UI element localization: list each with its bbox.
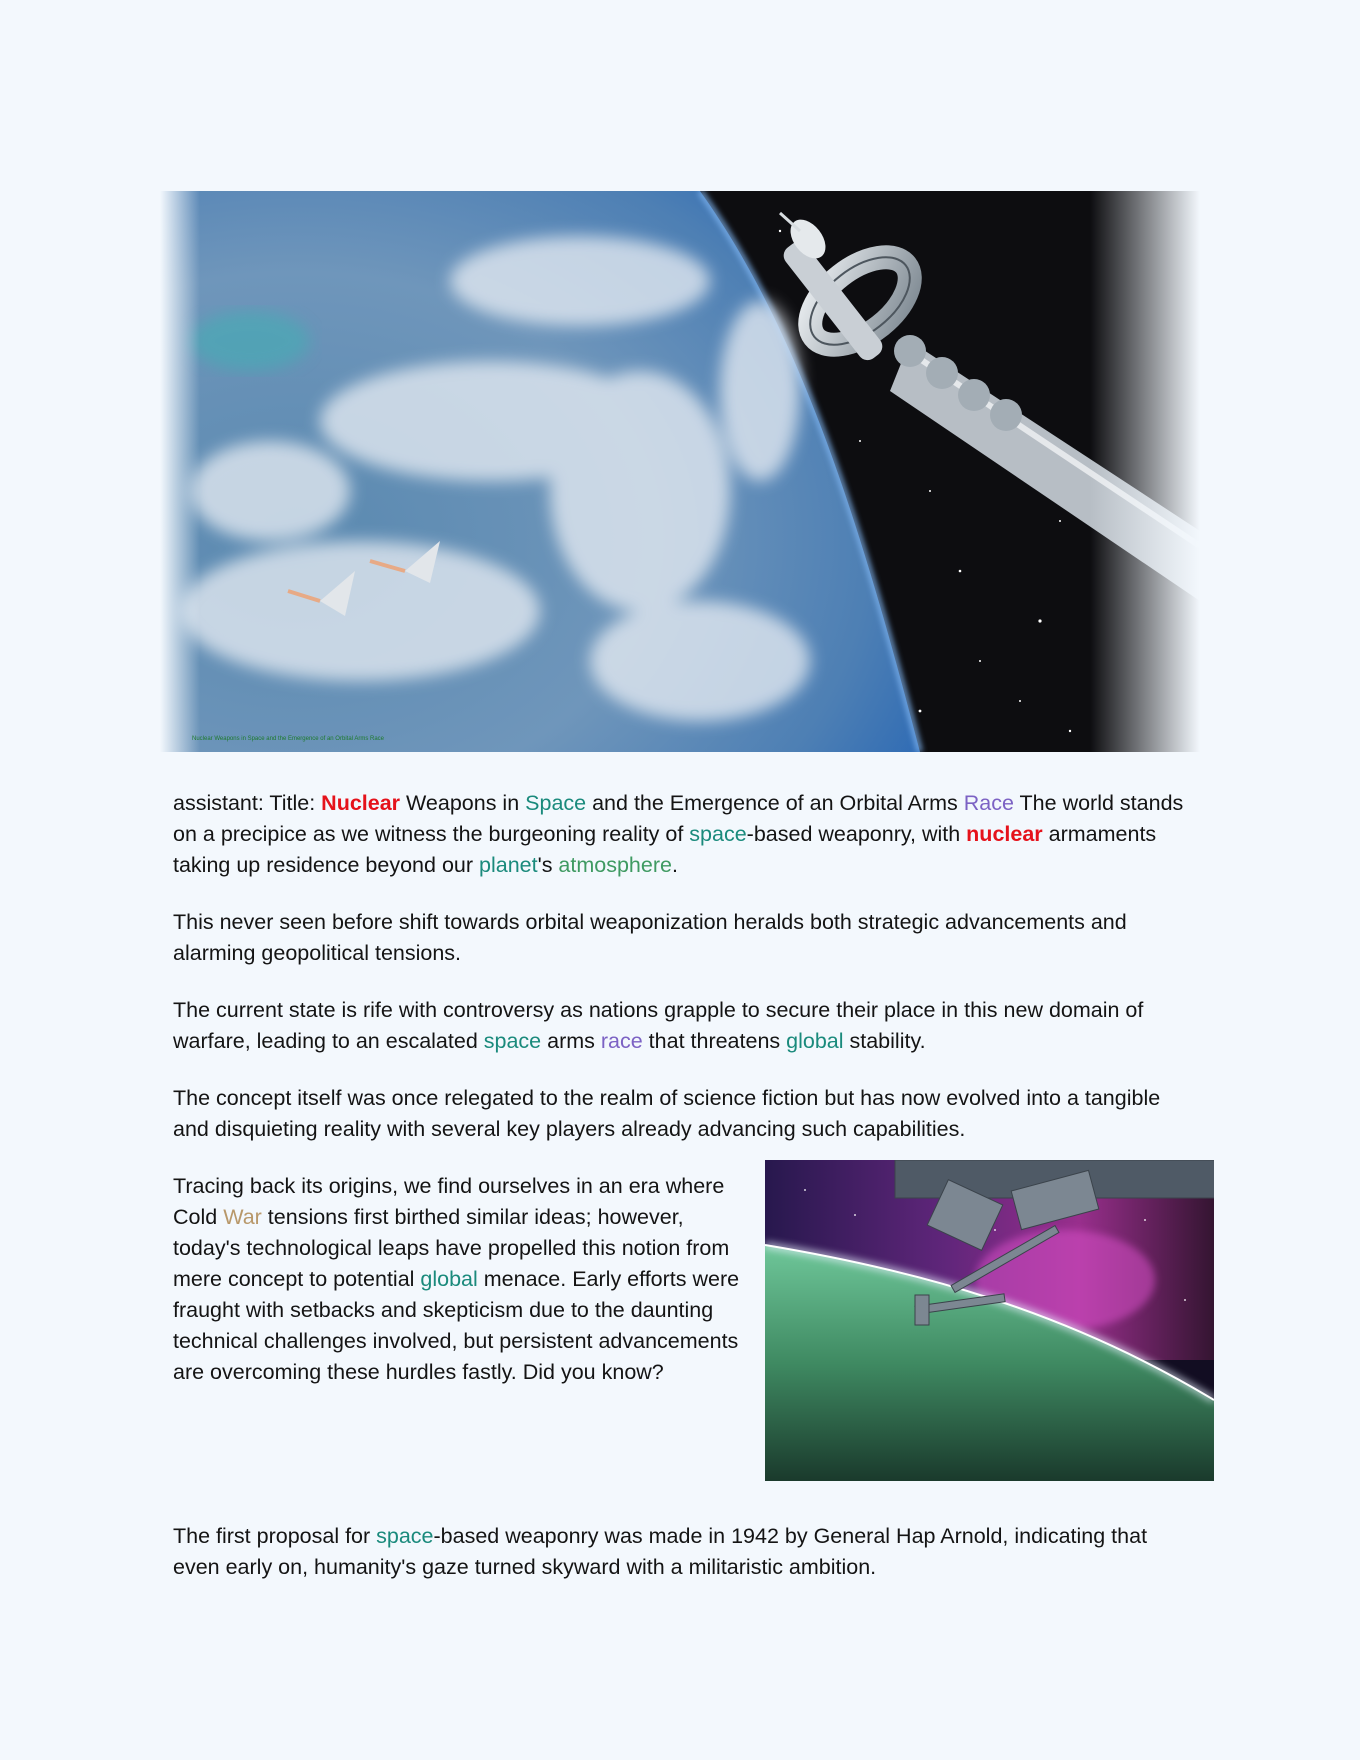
- text-run: assistant: Title:: [173, 791, 322, 815]
- keyword-space: space: [483, 1029, 542, 1053]
- text-run: arms: [541, 1029, 601, 1053]
- keyword-space: space: [376, 1524, 434, 1548]
- text-run: stability.: [843, 1029, 926, 1053]
- keyword-planet: planet: [479, 853, 538, 877]
- text-run: -based weaponry was made in 1942 by General Hap Arnold, indicating that even early on, humanity's gaze turned skyward with a militaristic ambition.: [173, 1524, 1148, 1579]
- keyword-atmosphere: atmosphere: [558, 853, 672, 877]
- keyword-space: Space: [525, 791, 587, 815]
- inset-image: [765, 1160, 1214, 1481]
- keyword-race: Race: [963, 791, 1014, 815]
- earth-orbit-space-station-image: [160, 191, 1200, 752]
- text-run: tensions first birthed similar ideas; however, today's technological leaps have propelled this notion from mere concept to potential: [173, 1205, 730, 1291]
- paragraph-first-proposal: [173, 1521, 1193, 1583]
- text-run: The current state is rife with controversy as nations grapple to secure their place in this new domain of warfare, leading to an escalated: [173, 998, 1144, 1053]
- text-run: The world stands on a precipice as we witness the burgeoning reality of: [173, 791, 1184, 846]
- text-run: that threatens: [642, 1029, 787, 1053]
- keyword-nuclear: nuclear: [966, 822, 1043, 846]
- paragraph-origins: [173, 1171, 753, 1388]
- paragraph-orbital-shift: This never seen before shift towards orbital weaponization heralds both strategic advancements and alarming geopolitical tensions.: [173, 910, 1127, 965]
- origins-section: [173, 1171, 1193, 1495]
- text-run: The first proposal for: [173, 1524, 377, 1548]
- aurora-space-station-arm-image: [765, 1160, 1214, 1481]
- text-run: armaments taking up residence beyond our: [173, 822, 1157, 877]
- text-run: Tracing back its origins, we find ourselves in an era where Cold: [173, 1174, 725, 1229]
- hero-image: [160, 191, 1200, 752]
- text-run: menace. Early efforts were fraught with setbacks and skepticism due to the daunting technical challenges involved, but persistent advancements are overcoming these hurdles fastly. Did you know?: [173, 1267, 740, 1384]
- paragraph-concept: The concept itself was once relegated to the realm of science fiction but has now evolved into a tangible and disquieting reality with several key players already advancing such capabilities.: [173, 1086, 1161, 1141]
- keyword-race: race: [600, 1029, 643, 1053]
- text-run: 's: [537, 853, 559, 877]
- article-body: [173, 788, 1193, 1609]
- text-run: Weapons in: [400, 791, 526, 815]
- keyword-war: War: [223, 1205, 262, 1229]
- paragraph-current-state: [173, 995, 1193, 1057]
- text-run: -based weaponry, with: [746, 822, 967, 846]
- hero-caption: Nuclear Weapons in Space and the Emergence of an Orbital Arms Race: [192, 736, 384, 742]
- keyword-global: global: [786, 1029, 844, 1053]
- text-run: .: [671, 853, 678, 877]
- keyword-global: global: [420, 1267, 478, 1291]
- text-run: and the Emergence of an Orbital Arms: [586, 791, 964, 815]
- paragraph-title-intro: [173, 788, 1193, 881]
- keyword-space: space: [689, 822, 747, 846]
- keyword-nuclear: Nuclear: [321, 791, 401, 815]
